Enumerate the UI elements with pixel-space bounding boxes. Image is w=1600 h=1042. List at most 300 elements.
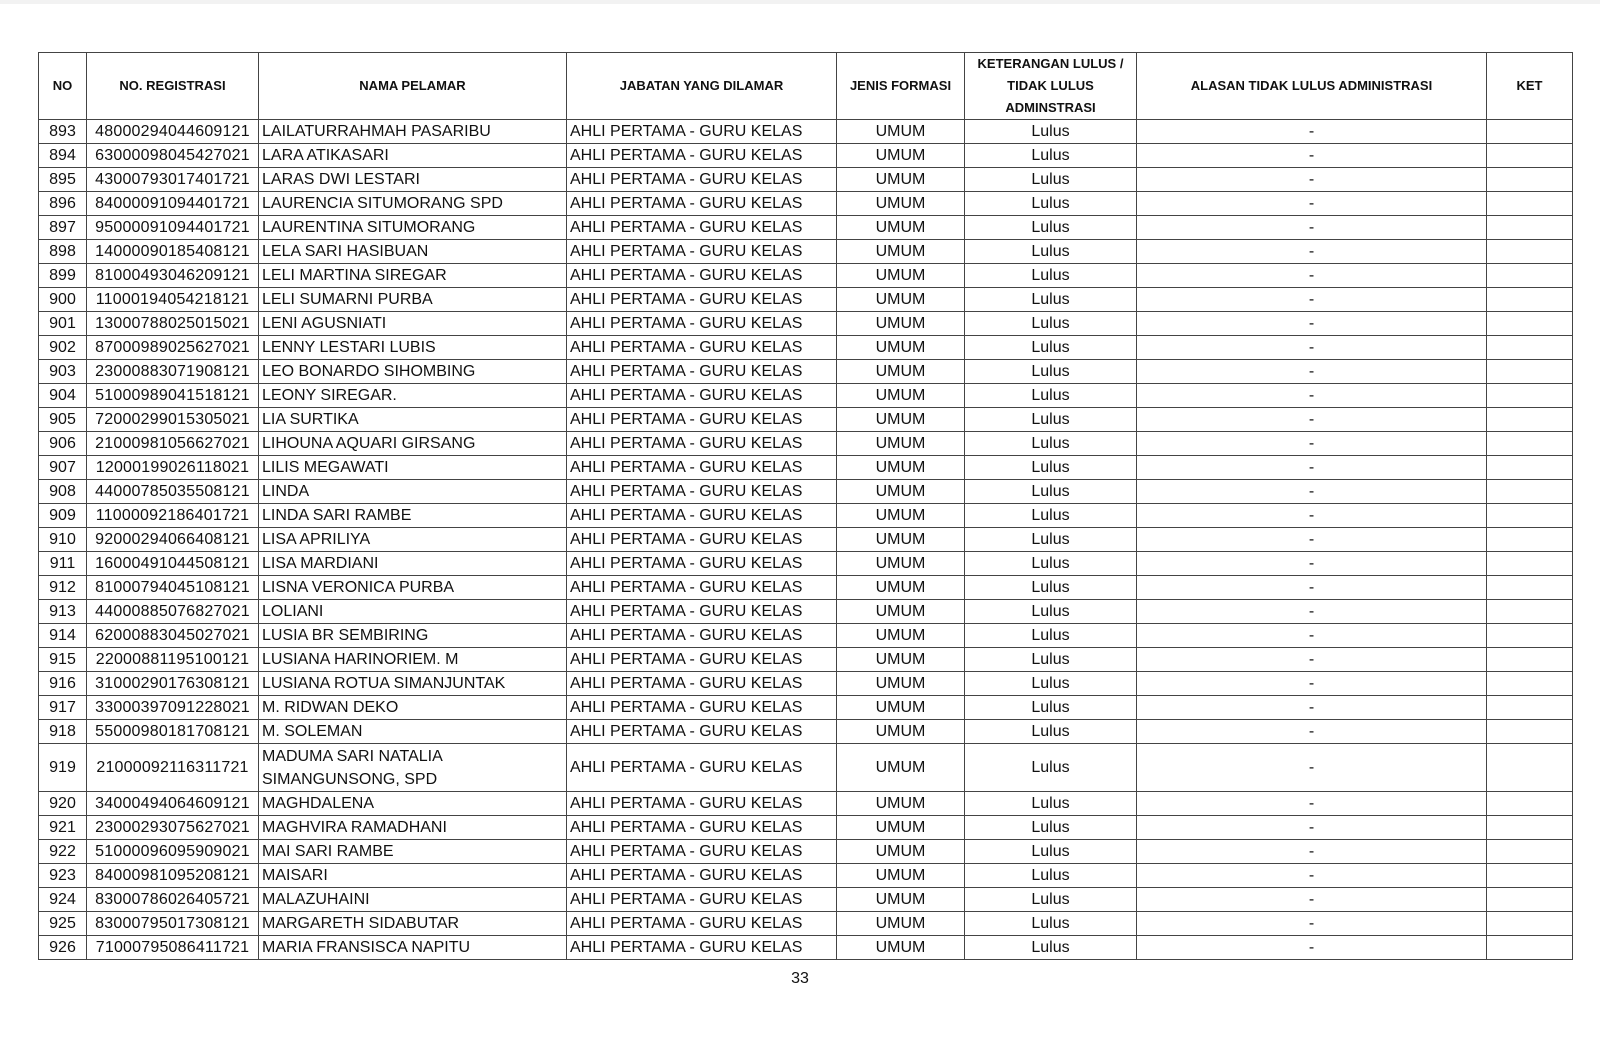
cell-ket: [1487, 600, 1573, 624]
cell-alasan: -: [1137, 864, 1487, 888]
cell-nama: M. SOLEMAN: [259, 720, 567, 744]
cell-formasi: UMUM: [837, 624, 965, 648]
cell-nama: LAURENCIA SITUMORANG SPD: [259, 192, 567, 216]
cell-nama: LELI SUMARNI PURBA: [259, 288, 567, 312]
table-row: [39, 120, 1573, 144]
cell-alasan: -: [1137, 432, 1487, 456]
table-row: [39, 168, 1573, 192]
cell-no: 900: [39, 288, 87, 312]
cell-formasi: UMUM: [837, 552, 965, 576]
table-row: [39, 888, 1573, 912]
cell-nama: LUSIANA ROTUA SIMANJUNTAK: [259, 672, 567, 696]
cell-jabatan: AHLI PERTAMA - GURU KELAS: [567, 432, 837, 456]
cell-alasan: -: [1137, 816, 1487, 840]
cell-jabatan: AHLI PERTAMA - GURU KELAS: [567, 168, 837, 192]
cell-no: 907: [39, 456, 87, 480]
cell-no: 925: [39, 912, 87, 936]
cell-no: 895: [39, 168, 87, 192]
cell-jabatan: AHLI PERTAMA - GURU KELAS: [567, 264, 837, 288]
cell-jabatan: AHLI PERTAMA - GURU KELAS: [567, 720, 837, 744]
cell-ket: [1487, 576, 1573, 600]
cell-jabatan: AHLI PERTAMA - GURU KELAS: [567, 504, 837, 528]
cell-nama: MAISARI: [259, 864, 567, 888]
cell-ket: [1487, 552, 1573, 576]
table-body: [39, 120, 1573, 960]
cell-ket: [1487, 336, 1573, 360]
cell-jabatan: AHLI PERTAMA - GURU KELAS: [567, 576, 837, 600]
cell-jabatan: AHLI PERTAMA - GURU KELAS: [567, 120, 837, 144]
cell-jabatan: AHLI PERTAMA - GURU KELAS: [567, 240, 837, 264]
cell-formasi: UMUM: [837, 792, 965, 816]
cell-ket: [1487, 288, 1573, 312]
cell-status: Lulus: [965, 936, 1137, 960]
cell-no: 893: [39, 120, 87, 144]
cell-formasi: UMUM: [837, 912, 965, 936]
cell-status: Lulus: [965, 384, 1137, 408]
cell-alasan: -: [1137, 624, 1487, 648]
cell-ket: [1487, 360, 1573, 384]
cell-registrasi: 55000980181708121: [87, 720, 259, 744]
cell-registrasi: 83000786026405721: [87, 888, 259, 912]
cell-no: 921: [39, 816, 87, 840]
cell-nama: LILIS MEGAWATI: [259, 456, 567, 480]
header-alasan: ALASAN TIDAK LULUS ADMINISTRASI: [1137, 53, 1487, 120]
cell-ket: [1487, 888, 1573, 912]
cell-formasi: UMUM: [837, 672, 965, 696]
cell-no: 908: [39, 480, 87, 504]
table-row: [39, 792, 1573, 816]
cell-status: Lulus: [965, 552, 1137, 576]
cell-formasi: UMUM: [837, 576, 965, 600]
cell-ket: [1487, 840, 1573, 864]
cell-alasan: -: [1137, 672, 1487, 696]
cell-jabatan: AHLI PERTAMA - GURU KELAS: [567, 408, 837, 432]
cell-status: Lulus: [965, 144, 1137, 168]
cell-no: 910: [39, 528, 87, 552]
cell-alasan: -: [1137, 528, 1487, 552]
cell-jabatan: AHLI PERTAMA - GURU KELAS: [567, 888, 837, 912]
cell-registrasi: 11000092186401721: [87, 504, 259, 528]
cell-ket: [1487, 528, 1573, 552]
cell-ket: [1487, 696, 1573, 720]
cell-status: Lulus: [965, 864, 1137, 888]
cell-registrasi: 51000989041518121: [87, 384, 259, 408]
cell-no: 916: [39, 672, 87, 696]
table-row: [39, 144, 1573, 168]
cell-alasan: -: [1137, 216, 1487, 240]
cell-ket: [1487, 672, 1573, 696]
header-no: NO: [39, 53, 87, 120]
cell-formasi: UMUM: [837, 192, 965, 216]
cell-alasan: -: [1137, 840, 1487, 864]
cell-registrasi: 23000883071908121: [87, 360, 259, 384]
cell-jabatan: AHLI PERTAMA - GURU KELAS: [567, 360, 837, 384]
cell-ket: [1487, 312, 1573, 336]
cell-formasi: UMUM: [837, 600, 965, 624]
cell-registrasi: 44000885076827021: [87, 600, 259, 624]
cell-registrasi: 13000788025015021: [87, 312, 259, 336]
cell-no: 913: [39, 600, 87, 624]
cell-nama: LIA SURTIKA: [259, 408, 567, 432]
cell-registrasi: 83000795017308121: [87, 912, 259, 936]
cell-no: 920: [39, 792, 87, 816]
cell-alasan: -: [1137, 168, 1487, 192]
cell-formasi: UMUM: [837, 504, 965, 528]
cell-registrasi: 33000397091228021: [87, 696, 259, 720]
cell-formasi: UMUM: [837, 888, 965, 912]
cell-status: Lulus: [965, 504, 1137, 528]
header-registrasi: NO. REGISTRASI: [87, 53, 259, 120]
table-row: [39, 840, 1573, 864]
cell-no: 914: [39, 624, 87, 648]
table-row: [39, 432, 1573, 456]
table-row: [39, 600, 1573, 624]
table-row: [39, 816, 1573, 840]
cell-alasan: -: [1137, 408, 1487, 432]
cell-no: 903: [39, 360, 87, 384]
table-row: [39, 480, 1573, 504]
table-row: [39, 312, 1573, 336]
cell-alasan: -: [1137, 744, 1487, 792]
cell-jabatan: AHLI PERTAMA - GURU KELAS: [567, 144, 837, 168]
cell-jabatan: AHLI PERTAMA - GURU KELAS: [567, 816, 837, 840]
table-row: [39, 912, 1573, 936]
cell-status: Lulus: [965, 672, 1137, 696]
cell-status: Lulus: [965, 528, 1137, 552]
cell-no: 924: [39, 888, 87, 912]
cell-ket: [1487, 384, 1573, 408]
cell-ket: [1487, 648, 1573, 672]
cell-status: Lulus: [965, 744, 1137, 792]
cell-registrasi: 87000989025627021: [87, 336, 259, 360]
cell-registrasi: 81000493046209121: [87, 264, 259, 288]
cell-formasi: UMUM: [837, 744, 965, 792]
cell-no: 899: [39, 264, 87, 288]
cell-ket: [1487, 816, 1573, 840]
cell-alasan: -: [1137, 720, 1487, 744]
cell-alasan: -: [1137, 264, 1487, 288]
cell-nama: LAURENTINA SITUMORANG: [259, 216, 567, 240]
cell-ket: [1487, 144, 1573, 168]
header-nama: NAMA PELAMAR: [259, 53, 567, 120]
cell-no: 906: [39, 432, 87, 456]
cell-jabatan: AHLI PERTAMA - GURU KELAS: [567, 672, 837, 696]
cell-no: 909: [39, 504, 87, 528]
cell-jabatan: AHLI PERTAMA - GURU KELAS: [567, 312, 837, 336]
cell-nama: MARIA FRANSISCA NAPITU: [259, 936, 567, 960]
cell-formasi: UMUM: [837, 144, 965, 168]
cell-registrasi: 95000091094401721: [87, 216, 259, 240]
cell-nama: LARAS DWI LESTARI: [259, 168, 567, 192]
cell-alasan: -: [1137, 648, 1487, 672]
cell-registrasi: 11000194054218121: [87, 288, 259, 312]
cell-formasi: UMUM: [837, 216, 965, 240]
cell-formasi: UMUM: [837, 360, 965, 384]
table-row: [39, 936, 1573, 960]
cell-jabatan: AHLI PERTAMA - GURU KELAS: [567, 480, 837, 504]
cell-registrasi: 81000794045108121: [87, 576, 259, 600]
cell-alasan: -: [1137, 504, 1487, 528]
cell-jabatan: AHLI PERTAMA - GURU KELAS: [567, 216, 837, 240]
table-row: [39, 360, 1573, 384]
table-row: [39, 648, 1573, 672]
cell-no: 898: [39, 240, 87, 264]
cell-formasi: UMUM: [837, 168, 965, 192]
cell-jabatan: AHLI PERTAMA - GURU KELAS: [567, 864, 837, 888]
cell-status: Lulus: [965, 216, 1137, 240]
cell-jabatan: AHLI PERTAMA - GURU KELAS: [567, 744, 837, 792]
cell-nama: LOLIANI: [259, 600, 567, 624]
cell-status: Lulus: [965, 192, 1137, 216]
cell-formasi: UMUM: [837, 864, 965, 888]
cell-formasi: UMUM: [837, 120, 965, 144]
cell-jabatan: AHLI PERTAMA - GURU KELAS: [567, 840, 837, 864]
cell-ket: [1487, 792, 1573, 816]
table-header-row: [39, 53, 1573, 120]
cell-ket: [1487, 720, 1573, 744]
cell-jabatan: AHLI PERTAMA - GURU KELAS: [567, 600, 837, 624]
cell-status: Lulus: [965, 240, 1137, 264]
table-row: [39, 192, 1573, 216]
cell-registrasi: 92000294066408121: [87, 528, 259, 552]
cell-ket: [1487, 912, 1573, 936]
cell-nama: LINDA: [259, 480, 567, 504]
cell-status: Lulus: [965, 792, 1137, 816]
cell-status: Lulus: [965, 840, 1137, 864]
cell-formasi: UMUM: [837, 288, 965, 312]
cell-ket: [1487, 240, 1573, 264]
cell-formasi: UMUM: [837, 936, 965, 960]
cell-nama: LUSIA BR SEMBIRING: [259, 624, 567, 648]
cell-ket: [1487, 408, 1573, 432]
cell-alasan: -: [1137, 888, 1487, 912]
cell-no: 896: [39, 192, 87, 216]
cell-registrasi: 62000883045027021: [87, 624, 259, 648]
cell-alasan: -: [1137, 288, 1487, 312]
cell-jabatan: AHLI PERTAMA - GURU KELAS: [567, 912, 837, 936]
cell-registrasi: 16000491044508121: [87, 552, 259, 576]
cell-nama: LIHOUNA AQUARI GIRSANG: [259, 432, 567, 456]
cell-registrasi: 63000098045427021: [87, 144, 259, 168]
cell-no: 904: [39, 384, 87, 408]
cell-no: 923: [39, 864, 87, 888]
cell-nama: LELI MARTINA SIREGAR: [259, 264, 567, 288]
cell-no: 911: [39, 552, 87, 576]
table-row: [39, 672, 1573, 696]
cell-status: Lulus: [965, 120, 1137, 144]
cell-no: 905: [39, 408, 87, 432]
cell-ket: [1487, 936, 1573, 960]
cell-alasan: -: [1137, 696, 1487, 720]
cell-jabatan: AHLI PERTAMA - GURU KELAS: [567, 528, 837, 552]
cell-status: Lulus: [965, 408, 1137, 432]
cell-formasi: UMUM: [837, 240, 965, 264]
cell-jabatan: AHLI PERTAMA - GURU KELAS: [567, 696, 837, 720]
cell-formasi: UMUM: [837, 840, 965, 864]
cell-alasan: -: [1137, 912, 1487, 936]
cell-alasan: -: [1137, 336, 1487, 360]
table-row: [39, 408, 1573, 432]
cell-status: Lulus: [965, 648, 1137, 672]
page-top-edge: [0, 0, 1600, 4]
cell-formasi: UMUM: [837, 720, 965, 744]
cell-ket: [1487, 168, 1573, 192]
cell-status: Lulus: [965, 720, 1137, 744]
cell-registrasi: 34000494064609121: [87, 792, 259, 816]
cell-registrasi: 71000795086411721: [87, 936, 259, 960]
cell-formasi: UMUM: [837, 432, 965, 456]
cell-registrasi: 43000793017401721: [87, 168, 259, 192]
cell-no: 902: [39, 336, 87, 360]
cell-ket: [1487, 456, 1573, 480]
cell-ket: [1487, 504, 1573, 528]
cell-formasi: UMUM: [837, 384, 965, 408]
cell-registrasi: 51000096095909021: [87, 840, 259, 864]
cell-formasi: UMUM: [837, 648, 965, 672]
cell-nama: LENI AGUSNIATI: [259, 312, 567, 336]
cell-registrasi: 21000092116311721: [87, 744, 259, 792]
page-number: 33: [791, 970, 809, 987]
cell-formasi: UMUM: [837, 312, 965, 336]
cell-no: 922: [39, 840, 87, 864]
cell-nama: LUSIANA HARINORIEM. M: [259, 648, 567, 672]
cell-formasi: UMUM: [837, 696, 965, 720]
table-row: [39, 720, 1573, 744]
cell-jabatan: AHLI PERTAMA - GURU KELAS: [567, 792, 837, 816]
cell-ket: [1487, 480, 1573, 504]
table-row: [39, 456, 1573, 480]
cell-alasan: -: [1137, 936, 1487, 960]
cell-nama: LELA SARI HASIBUAN: [259, 240, 567, 264]
cell-status: Lulus: [965, 600, 1137, 624]
cell-ket: [1487, 744, 1573, 792]
cell-no: 894: [39, 144, 87, 168]
cell-ket: [1487, 432, 1573, 456]
cell-nama: LEO BONARDO SIHOMBING: [259, 360, 567, 384]
cell-no: 901: [39, 312, 87, 336]
table-row: [39, 240, 1573, 264]
cell-status: Lulus: [965, 264, 1137, 288]
table-row: [39, 744, 1573, 792]
cell-status: Lulus: [965, 360, 1137, 384]
cell-no: 919: [39, 744, 87, 792]
cell-status: Lulus: [965, 312, 1137, 336]
cell-alasan: -: [1137, 240, 1487, 264]
cell-no: 918: [39, 720, 87, 744]
cell-status: Lulus: [965, 816, 1137, 840]
cell-status: Lulus: [965, 432, 1137, 456]
cell-formasi: UMUM: [837, 456, 965, 480]
table-row: [39, 576, 1573, 600]
cell-nama: MAI SARI RAMBE: [259, 840, 567, 864]
cell-alasan: -: [1137, 792, 1487, 816]
cell-no: 917: [39, 696, 87, 720]
cell-formasi: UMUM: [837, 336, 965, 360]
cell-registrasi: 31000290176308121: [87, 672, 259, 696]
cell-jabatan: AHLI PERTAMA - GURU KELAS: [567, 336, 837, 360]
cell-formasi: UMUM: [837, 480, 965, 504]
cell-alasan: -: [1137, 312, 1487, 336]
cell-alasan: -: [1137, 144, 1487, 168]
cell-alasan: -: [1137, 552, 1487, 576]
cell-nama: LENNY LESTARI LUBIS: [259, 336, 567, 360]
table-row: [39, 504, 1573, 528]
header-jabatan: JABATAN YANG DILAMAR: [567, 53, 837, 120]
table-row: [39, 288, 1573, 312]
cell-jabatan: AHLI PERTAMA - GURU KELAS: [567, 192, 837, 216]
cell-status: Lulus: [965, 288, 1137, 312]
cell-ket: [1487, 216, 1573, 240]
cell-registrasi: 12000199026118021: [87, 456, 259, 480]
cell-alasan: -: [1137, 576, 1487, 600]
cell-registrasi: 72000299015305021: [87, 408, 259, 432]
cell-formasi: UMUM: [837, 408, 965, 432]
cell-no: 912: [39, 576, 87, 600]
header-formasi: JENIS FORMASI: [837, 53, 965, 120]
cell-jabatan: AHLI PERTAMA - GURU KELAS: [567, 936, 837, 960]
cell-status: Lulus: [965, 336, 1137, 360]
table-row: [39, 528, 1573, 552]
cell-ket: [1487, 120, 1573, 144]
cell-status: Lulus: [965, 480, 1137, 504]
results-table: [38, 52, 1573, 960]
table-row: [39, 384, 1573, 408]
cell-nama: MALAZUHAINI: [259, 888, 567, 912]
cell-alasan: -: [1137, 600, 1487, 624]
cell-alasan: -: [1137, 456, 1487, 480]
cell-nama: LARA ATIKASARI: [259, 144, 567, 168]
table-row: [39, 552, 1573, 576]
cell-jabatan: AHLI PERTAMA - GURU KELAS: [567, 456, 837, 480]
cell-nama: MARGARETH SIDABUTAR: [259, 912, 567, 936]
table-row: [39, 864, 1573, 888]
cell-alasan: -: [1137, 384, 1487, 408]
cell-nama: LAILATURRAHMAH PASARIBU: [259, 120, 567, 144]
cell-registrasi: 21000981056627021: [87, 432, 259, 456]
cell-jabatan: AHLI PERTAMA - GURU KELAS: [567, 384, 837, 408]
cell-jabatan: AHLI PERTAMA - GURU KELAS: [567, 288, 837, 312]
table-row: [39, 216, 1573, 240]
header-keterangan: KETERANGAN LULUS / TIDAK LULUS ADMINSTRASI: [965, 53, 1137, 120]
cell-jabatan: AHLI PERTAMA - GURU KELAS: [567, 648, 837, 672]
cell-no: 897: [39, 216, 87, 240]
cell-no: 926: [39, 936, 87, 960]
cell-nama: MAGHDALENA: [259, 792, 567, 816]
table-row: [39, 336, 1573, 360]
cell-status: Lulus: [965, 912, 1137, 936]
cell-status: Lulus: [965, 456, 1137, 480]
cell-alasan: -: [1137, 192, 1487, 216]
cell-no: 915: [39, 648, 87, 672]
cell-status: Lulus: [965, 696, 1137, 720]
cell-registrasi: 84000091094401721: [87, 192, 259, 216]
cell-nama: MADUMA SARI NATALIA SIMANGUNSONG, SPD: [259, 744, 567, 792]
cell-nama: LEONY SIREGAR.: [259, 384, 567, 408]
cell-status: Lulus: [965, 888, 1137, 912]
cell-registrasi: 14000090185408121: [87, 240, 259, 264]
cell-nama: MAGHVIRA RAMADHANI: [259, 816, 567, 840]
cell-jabatan: AHLI PERTAMA - GURU KELAS: [567, 552, 837, 576]
cell-formasi: UMUM: [837, 816, 965, 840]
cell-nama: LISNA VERONICA PURBA: [259, 576, 567, 600]
cell-nama: LISA APRILIYA: [259, 528, 567, 552]
cell-nama: LISA MARDIANI: [259, 552, 567, 576]
table-row: [39, 624, 1573, 648]
cell-status: Lulus: [965, 168, 1137, 192]
cell-registrasi: 44000785035508121: [87, 480, 259, 504]
cell-registrasi: 84000981095208121: [87, 864, 259, 888]
cell-ket: [1487, 864, 1573, 888]
